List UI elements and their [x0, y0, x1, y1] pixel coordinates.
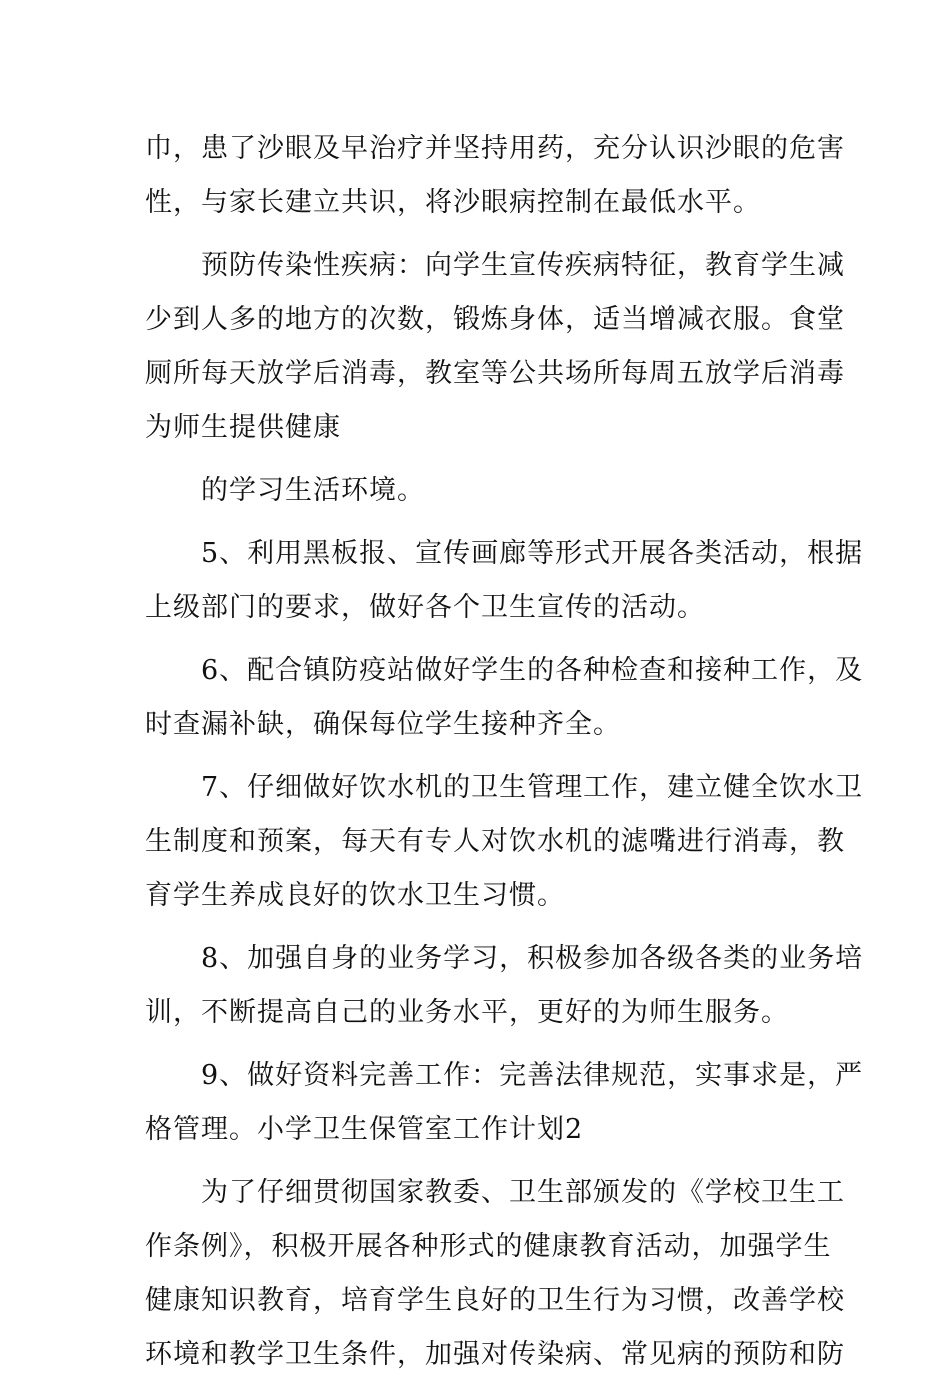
- paragraph-start-line: 8、加强自身的业务学习，积极参加各级各类的业务培: [201, 943, 864, 974]
- text-line: 时查漏补缺，确保每位学生接种齐全。: [145, 709, 621, 740]
- paragraph-start-line: 6、配合镇防疫站做好学生的各种检查和接种工作，及: [201, 655, 864, 686]
- text-line: 巾，患了沙眼及早治疗并坚持用药，充分认识沙眼的危害: [145, 133, 845, 164]
- paragraph-start-line: 9、做好资料完善工作：完善法律规范，实事求是，严: [201, 1060, 864, 1091]
- document-body: [145, 122, 864, 1382]
- text-line: 格管理。小学卫生保管室工作计划2: [145, 1114, 584, 1145]
- text-line: 作条例》，积极开展各种形式的健康教育活动，加强学生: [145, 1231, 832, 1262]
- text-line: 上级部门的要求，做好各个卫生宣传的活动。: [145, 592, 705, 623]
- text-line: 厕所每天放学后消毒，教室等公共场所每周五放学后消毒: [145, 358, 845, 389]
- text-line: 生制度和预案，每天有专人对饮水机的滤嘴进行消毒，教: [145, 826, 845, 857]
- paragraph-start-line: 预防传染性疾病：向学生宣传疾病特征，教育学生减: [201, 250, 845, 281]
- paragraph-start-line: 的学习生活环境。: [201, 475, 425, 506]
- text-line: 育学生养成良好的饮水卫生习惯。: [145, 880, 565, 911]
- text-line: 少到人多的地方的次数，锻炼身体，适当增减衣服。食堂: [145, 304, 845, 335]
- text-line: 性，与家长建立共识，将沙眼病控制在最低水平。: [145, 187, 761, 218]
- text-line: 环境和教学卫生条件，加强对传染病、常见病的预防和防: [145, 1339, 845, 1370]
- text-line: 健康知识教育，培育学生良好的卫生行为习惯，改善学校: [145, 1285, 845, 1316]
- paragraph-start-line: 5、利用黑板报、宣传画廊等形式开展各类活动，根据: [201, 538, 864, 569]
- paragraph-start-line: 7、仔细做好饮水机的卫生管理工作，建立健全饮水卫: [201, 772, 864, 803]
- text-line: 为师生提供健康: [145, 412, 341, 443]
- paragraph-start-line: 为了仔细贯彻国家教委、卫生部颁发的《学校卫生工: [201, 1177, 845, 1208]
- text-line: 训，不断提高自己的业务水平，更好的为师生服务。: [145, 997, 789, 1028]
